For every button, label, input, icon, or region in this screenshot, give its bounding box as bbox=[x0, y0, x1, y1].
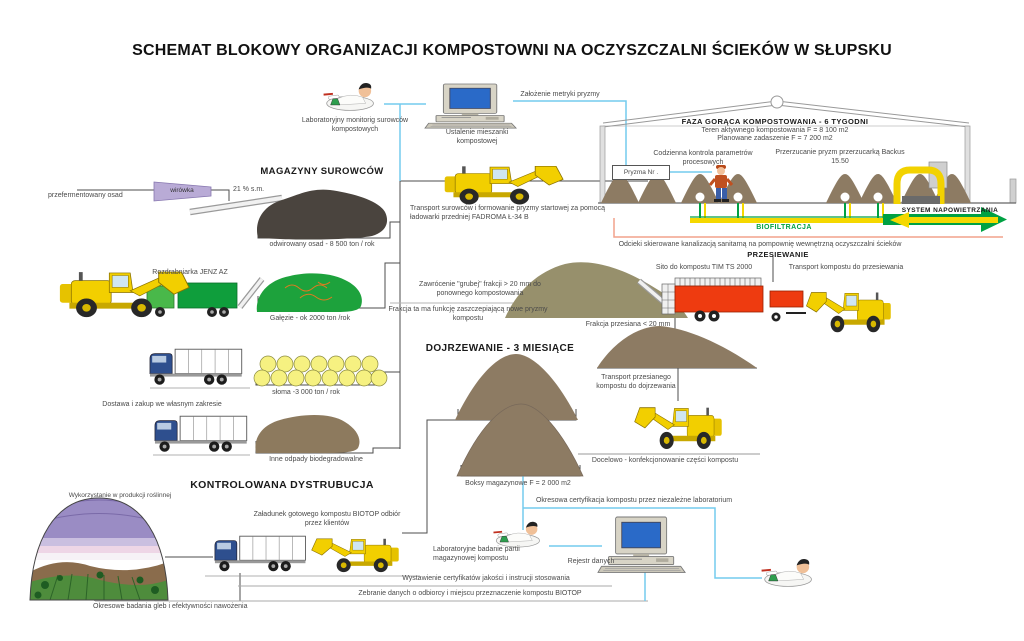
label-shredder: Rozdrabniarka JENZ AZ bbox=[152, 269, 228, 276]
label-data-register: Rejestr danych bbox=[567, 558, 615, 565]
label-leachate: Odcieki skierowane kanalizacją sanitarną na pompownię wewnętrzną oczyszczalni ścieków bbox=[618, 241, 902, 248]
branches-pile bbox=[257, 273, 362, 312]
label-data-collection: Zebranie danych o odbiorcy i miejscu przeznaczenie kompostu BIOTOP bbox=[358, 590, 582, 597]
label-seeding-note: Frakcja ta ma funkcję zaszczepiającą nowe pryzmy kompostu bbox=[388, 306, 548, 322]
label-maturation-transport: Transport przesianego kompostu do dojrzewania bbox=[596, 374, 676, 390]
label-sieving-transport: Transport kompostu do przesiewania bbox=[788, 264, 904, 271]
fine-fraction-mound bbox=[597, 326, 757, 368]
computer-mix-icon bbox=[425, 84, 516, 128]
label-sieve: Sito do kompostu TIM TS 2000 bbox=[655, 264, 753, 271]
label-boxes: Boksy magazynowe F = 2 000 m2 bbox=[465, 480, 571, 487]
label-plant-use: Wykorzystanie w produkcji roślinnej bbox=[68, 492, 172, 499]
label-certification: Okresowa certyfikacja kompostu przez niezależne laboratorium bbox=[535, 497, 733, 504]
field-landscape bbox=[30, 495, 170, 600]
label-certificates: Wystawienie certyfikatów jakości i instrucji stosowania bbox=[402, 575, 570, 582]
sieving-heading: PRZESIEWANIE bbox=[747, 250, 809, 259]
label-lab-monitoring: Laboratoryjny monitorig surowców kompostowych bbox=[301, 117, 409, 133]
label-dewatered-sludge: odwirowany osad - 8 500 ton / rok bbox=[269, 241, 375, 248]
other-waste-pile bbox=[255, 415, 359, 453]
truck-delivery-1-icon bbox=[150, 349, 242, 385]
loader-distribution-icon bbox=[312, 539, 399, 572]
straw-bales bbox=[254, 356, 387, 386]
diagram-title: SCHEMAT BLOKOWY ORGANIZACJI KOMPOSTOWNI NA OCZYSZCZALNI ŚCIEKÓW W SŁUPSKU bbox=[132, 42, 892, 59]
hot-phase-roof: Planowane zadaszenie F = 7 200 m2 bbox=[717, 135, 833, 142]
label-daily-control: Codzienna kontrola parametrów procesowych bbox=[653, 150, 753, 166]
label-lab-testing: Laboratoryjne badanie partii magazynowej kompostu bbox=[433, 546, 520, 562]
pile-number-box: Pryzma Nr . bbox=[612, 165, 670, 180]
label-soil-tests: Okresowe badania gleb i efektywności nawożenia bbox=[93, 603, 248, 610]
label-transport-start: Transport surowców i formowanie pryzmy startowej za pomocą ładowarki przedniej FADROMA Ł-34 B bbox=[410, 205, 606, 221]
label-aeration-system: SYSTEM NAPOWIETRZANIA bbox=[901, 207, 999, 214]
scientist-lab-icon bbox=[493, 522, 539, 547]
label-metric-founding: Założenie metryki pryzmy bbox=[520, 91, 600, 98]
label-other-waste: Inne odpady biodegradowalne bbox=[269, 456, 363, 463]
loader-maturation-icon bbox=[635, 408, 722, 449]
label-dry-matter: 21 % s.m. bbox=[233, 186, 265, 193]
loader-fadroma-icon bbox=[445, 166, 563, 204]
label-coarse-return: Zawrócenie "grubej" frakcji > 20 mm do ponownego kompostowania bbox=[419, 281, 541, 297]
hot-phase-area: Teren aktywnego kompostowania F = 8 100 m2 bbox=[701, 127, 849, 134]
scientist-monitoring-icon bbox=[324, 83, 374, 110]
label-loading: Załadunek gotowego kompostu BIOTOP odbiór przez klientów bbox=[253, 511, 401, 527]
loader-sieving-icon bbox=[806, 293, 890, 333]
label-branches: Gałęzie - ok 2000 ton /rok bbox=[269, 315, 351, 322]
label-packaging: Docelowo - konfekcjonowanie części kompostu bbox=[591, 457, 739, 464]
label-mix-determination: Ustalenie mieszanki kompostowej bbox=[445, 129, 509, 145]
label-centrifuge: wirówka bbox=[170, 187, 194, 194]
label-straw: słoma -3 000 ton / rok bbox=[272, 389, 340, 396]
label-delivery: Dostawa i zakup we własnym zakresie bbox=[102, 401, 222, 408]
label-fine-fraction: Frakcja przesiana < 20 mm bbox=[585, 321, 671, 328]
scientist-certification-icon bbox=[762, 559, 812, 586]
truck-distribution-icon bbox=[215, 536, 306, 571]
distribution-heading: KONTROLOWANA DYSTRUBUCJA bbox=[190, 479, 374, 491]
maturation-heading: DOJRZEWANIE - 3 MIESIĄCE bbox=[425, 343, 575, 354]
label-fermented-sludge: przefermentowany osad bbox=[48, 192, 123, 199]
label-biofiltration: BIOFILTRACJA bbox=[756, 224, 812, 231]
label-turning: Przerzucanie pryzm przerzucarką Backus 15.50 bbox=[775, 149, 905, 165]
truck-delivery-2-icon bbox=[155, 416, 247, 452]
hot-phase-title: FAZA GORĄCA KOMPOSTOWANIA - 6 TYGODNI bbox=[681, 117, 869, 126]
storage-heading: MAGAZYNY SUROWCÓW bbox=[260, 166, 384, 177]
